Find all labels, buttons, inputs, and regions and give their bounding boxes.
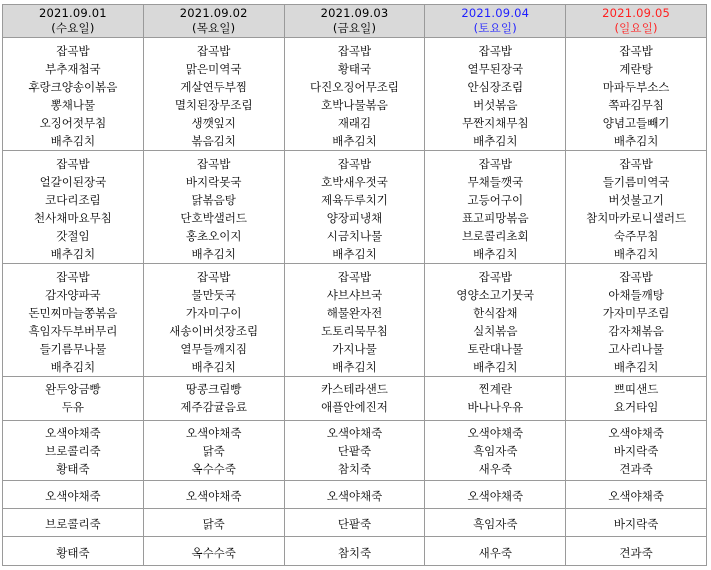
menu-item: 잡곡밥 [337, 157, 372, 171]
menu-item: 표고피망볶음 [461, 211, 529, 225]
menu-item: 오색야채죽 [45, 489, 101, 503]
menu-item: 샤브샤브국 [326, 288, 383, 302]
menu-item: 흑임자죽 [473, 444, 518, 458]
menu-item: 잡곡밥 [56, 157, 90, 171]
menu-item: 아채들깨탕 [608, 288, 664, 302]
menu-item: 바나나우유 [467, 400, 524, 414]
menu-item: 새우죽 [478, 462, 512, 476]
menu-cell [143, 509, 284, 537]
menu-row-porridge-b [3, 509, 707, 537]
menu-cell [566, 264, 707, 377]
menu-cell [425, 421, 566, 481]
menu-item: 배추김치 [191, 247, 236, 261]
date-label: 2021.09.05 [602, 6, 671, 20]
date-header-2 [143, 5, 284, 38]
menu-item: 얼갈이된장국 [39, 175, 107, 189]
menu-item: 들기름미역국 [602, 175, 670, 189]
menu-cell [143, 264, 284, 377]
menu-item: 배추김치 [613, 360, 659, 374]
menu-item: 배추김치 [50, 134, 96, 148]
menu-item: 갓절임 [56, 229, 90, 243]
menu-item: 새송이버섯장조림 [169, 324, 259, 338]
menu-item: 잡곡밥 [337, 270, 372, 284]
menu-item: 쁘띠샌드 [613, 382, 659, 396]
menu-cell [566, 481, 707, 509]
menu-item: 멸치된장무조림 [174, 98, 253, 112]
menu-item: 제육두루치기 [321, 193, 388, 207]
menu-item: 브로콜리죽 [45, 517, 101, 531]
date-header-3 [284, 5, 425, 38]
menu-item: 잡곡밥 [478, 157, 512, 171]
menu-item: 잡곡밥 [197, 270, 231, 284]
menu-item: 잡곡밥 [337, 44, 372, 58]
menu-item: 배추김치 [613, 247, 659, 261]
menu-item: 양념고들빼기 [602, 116, 670, 130]
date-label: 2021.09.01 [38, 6, 107, 20]
menu-item: 버섯불고기 [608, 193, 664, 207]
menu-item: 다진오징어무조림 [310, 80, 399, 94]
menu-item: 배추김치 [332, 247, 377, 261]
menu-item: 실치볶음 [473, 324, 518, 338]
menu-item: 맑은미역국 [185, 62, 242, 76]
menu-item: 완두앙금빵 [45, 382, 101, 396]
menu-cell [3, 509, 144, 537]
menu-item: 계란탕 [619, 62, 653, 76]
menu-cell [284, 509, 425, 537]
menu-cell [425, 481, 566, 509]
menu-item: 감자양파국 [45, 288, 101, 302]
menu-item: 배추김치 [332, 360, 377, 374]
menu-cell [3, 421, 144, 481]
menu-item: 오색야채죽 [326, 426, 383, 440]
menu-item: 물만둣국 [191, 288, 236, 302]
menu-item: 단팥죽 [337, 517, 372, 531]
menu-item: 잡곡밥 [56, 270, 90, 284]
menu-row-meal1 [3, 38, 707, 151]
menu-cell [3, 151, 144, 264]
menu-cell [425, 377, 566, 421]
date-label: 2021.09.03 [320, 6, 389, 20]
menu-cell [566, 377, 707, 421]
menu-item: 흑임자두부버무리 [28, 324, 118, 338]
menu-item: 제주감귤음료 [180, 400, 248, 414]
menu-cell [284, 537, 425, 566]
menu-cell [3, 481, 144, 509]
menu-cell [3, 537, 144, 566]
menu-item: 무짠지채무침 [461, 116, 529, 130]
menu-item: 오색야채죽 [326, 489, 383, 503]
menu-item: 잡곡밥 [478, 270, 512, 284]
menu-item: 요거타임 [613, 400, 659, 414]
menu-cell [3, 377, 144, 421]
menu-item: 배추김치 [50, 360, 96, 374]
menu-item: 두유 [61, 400, 84, 414]
date-label: 2021.09.04 [461, 6, 530, 20]
menu-item: 영양소고기뭇국 [456, 288, 535, 302]
menu-row-meal3 [3, 264, 707, 377]
menu-item: 배추김치 [332, 134, 377, 148]
menu-cell [566, 537, 707, 566]
menu-item: 오징어젓무침 [39, 116, 107, 130]
menu-item: 잡곡밥 [197, 157, 231, 171]
menu-item: 가자미무조림 [602, 306, 670, 320]
menu-item: 카스테라샌드 [321, 382, 388, 396]
weekday-label: (토요일) [473, 21, 517, 35]
menu-item: 브로콜리죽 [45, 444, 101, 458]
menu-item: 잡곡밥 [619, 157, 653, 171]
menu-row-porridge-c [3, 537, 707, 566]
menu-cell [3, 264, 144, 377]
menu-item: 닭죽 [202, 444, 225, 458]
menu-item: 해물완자전 [326, 306, 383, 320]
menu-item: 바지락못국 [185, 175, 242, 189]
menu-body [3, 38, 707, 566]
menu-item: 후랑크양송이볶음 [28, 80, 118, 94]
menu-item: 황태죽 [56, 545, 90, 560]
menu-cell [425, 38, 566, 151]
menu-item: 돈민찌마늘쫑볶음 [28, 306, 118, 320]
menu-item: 흑임자죽 [473, 517, 518, 531]
menu-item: 황태죽 [56, 462, 90, 476]
menu-item: 오색야채죽 [608, 489, 664, 503]
menu-item: 도토리묵무침 [321, 324, 388, 338]
menu-item: 잡곡밥 [197, 44, 231, 58]
menu-item: 쪽파김무침 [608, 98, 664, 112]
menu-item: 잡곡밥 [619, 270, 653, 284]
menu-item: 오색야채죽 [467, 489, 524, 503]
menu-item: 배추김치 [473, 247, 518, 261]
weekday-label: (일요일) [614, 21, 658, 35]
menu-cell [143, 421, 284, 481]
menu-item: 땅콩크림빵 [185, 382, 242, 396]
menu-cell [425, 151, 566, 264]
menu-item: 무채들깻국 [467, 175, 524, 189]
menu-cell [566, 151, 707, 264]
menu-cell [284, 38, 425, 151]
menu-item: 오색야채죽 [185, 489, 242, 503]
menu-cell [143, 537, 284, 566]
menu-item: 잡곡밥 [56, 44, 90, 58]
menu-cell [566, 509, 707, 537]
menu-cell [143, 377, 284, 421]
menu-cell [284, 151, 425, 264]
menu-item: 황태국 [337, 62, 372, 76]
date-header-5 [566, 5, 707, 38]
menu-item: 숙주무침 [613, 229, 659, 243]
menu-item: 브로콜리초회 [461, 229, 529, 243]
menu-item: 감자채볶음 [608, 324, 664, 338]
menu-item: 마파두부소스 [602, 80, 670, 94]
menu-cell [566, 38, 707, 151]
menu-item: 배추김치 [191, 360, 236, 374]
menu-item: 오색야채죽 [467, 426, 524, 440]
menu-item: 호박새우젓국 [321, 175, 388, 189]
date-header-4 [425, 5, 566, 38]
menu-item: 옥수수죽 [191, 545, 236, 560]
menu-item: 볶음김치 [191, 134, 236, 148]
menu-item: 홍초오이지 [185, 229, 242, 243]
menu-cell [143, 151, 284, 264]
weekday-label: (금요일) [332, 21, 377, 35]
date-header-1 [3, 5, 144, 38]
menu-item: 생깻잎지 [191, 116, 236, 130]
menu-cell [284, 377, 425, 421]
menu-item: 단호박샐러드 [180, 211, 248, 225]
menu-item: 견과죽 [619, 545, 653, 560]
menu-cell [425, 509, 566, 537]
menu-item: 고등어구이 [467, 193, 524, 207]
menu-item: 옥수수죽 [191, 462, 236, 476]
menu-item: 배추김치 [473, 134, 518, 148]
menu-item: 배추김치 [473, 360, 518, 374]
menu-item: 참치죽 [337, 545, 372, 560]
menu-item: 시금치나물 [326, 229, 383, 243]
date-header-row [3, 5, 707, 38]
menu-item: 찐계란 [478, 382, 512, 396]
menu-item: 천사채마요무침 [34, 211, 112, 225]
menu-item: 참치마카로니샐러드 [586, 211, 687, 225]
menu-item: 코다리조림 [45, 193, 101, 207]
menu-item: 바지락죽 [613, 517, 659, 531]
menu-item: 참치죽 [337, 462, 372, 476]
menu-cell [425, 537, 566, 566]
menu-item: 잡곡밥 [619, 44, 653, 58]
menu-cell [143, 38, 284, 151]
menu-item: 안심장조림 [467, 80, 524, 94]
menu-item: 양장피냉채 [326, 211, 383, 225]
menu-row-meal2 [3, 151, 707, 264]
menu-item: 열무된장국 [467, 62, 524, 76]
menu-item: 애플안에진저 [321, 400, 388, 414]
menu-item: 재래김 [337, 116, 372, 130]
menu-item: 새우죽 [478, 545, 512, 560]
menu-item: 배추김치 [50, 247, 96, 261]
menu-item: 단팥죽 [337, 444, 372, 458]
menu-cell [3, 38, 144, 151]
menu-row-porridge3 [3, 421, 707, 481]
menu-item: 잡곡밥 [478, 44, 512, 58]
menu-cell [284, 481, 425, 509]
menu-item: 가지나물 [332, 342, 377, 356]
menu-item: 닭죽 [202, 517, 225, 531]
menu-item: 바지락죽 [613, 444, 659, 458]
menu-cell [425, 264, 566, 377]
menu-item: 견과죽 [619, 462, 653, 476]
menu-item: 고사리나물 [608, 342, 664, 356]
menu-item: 부추재첩국 [45, 62, 101, 76]
menu-item: 버섯볶음 [473, 98, 518, 112]
menu-item: 가자미구이 [185, 306, 242, 320]
weekday-label: (수요일) [51, 21, 95, 35]
menu-row-porridge-a [3, 481, 707, 509]
menu-row-snack [3, 377, 707, 421]
menu-cell [284, 421, 425, 481]
menu-item: 들기름무나물 [39, 342, 107, 356]
menu-cell [566, 421, 707, 481]
menu-item: 게살연두부찜 [180, 80, 248, 94]
menu-item: 오색야채죽 [185, 426, 242, 440]
menu-item: 오색야채죽 [45, 426, 101, 440]
date-label: 2021.09.02 [179, 6, 248, 20]
menu-cell [143, 481, 284, 509]
menu-item: 한식잡채 [473, 306, 518, 320]
menu-item: 토란대나물 [467, 342, 524, 356]
weekly-menu-table [2, 4, 707, 566]
menu-item: 호박나물볶음 [321, 98, 388, 112]
menu-item: 닭볶음탕 [191, 193, 236, 207]
menu-item: 뽕채나물 [50, 98, 96, 112]
weekday-label: (목요일) [192, 21, 236, 35]
menu-item: 열무들깨지짐 [180, 342, 248, 356]
menu-cell [284, 264, 425, 377]
menu-item: 배추김치 [613, 134, 659, 148]
menu-item: 오색야채죽 [608, 426, 664, 440]
